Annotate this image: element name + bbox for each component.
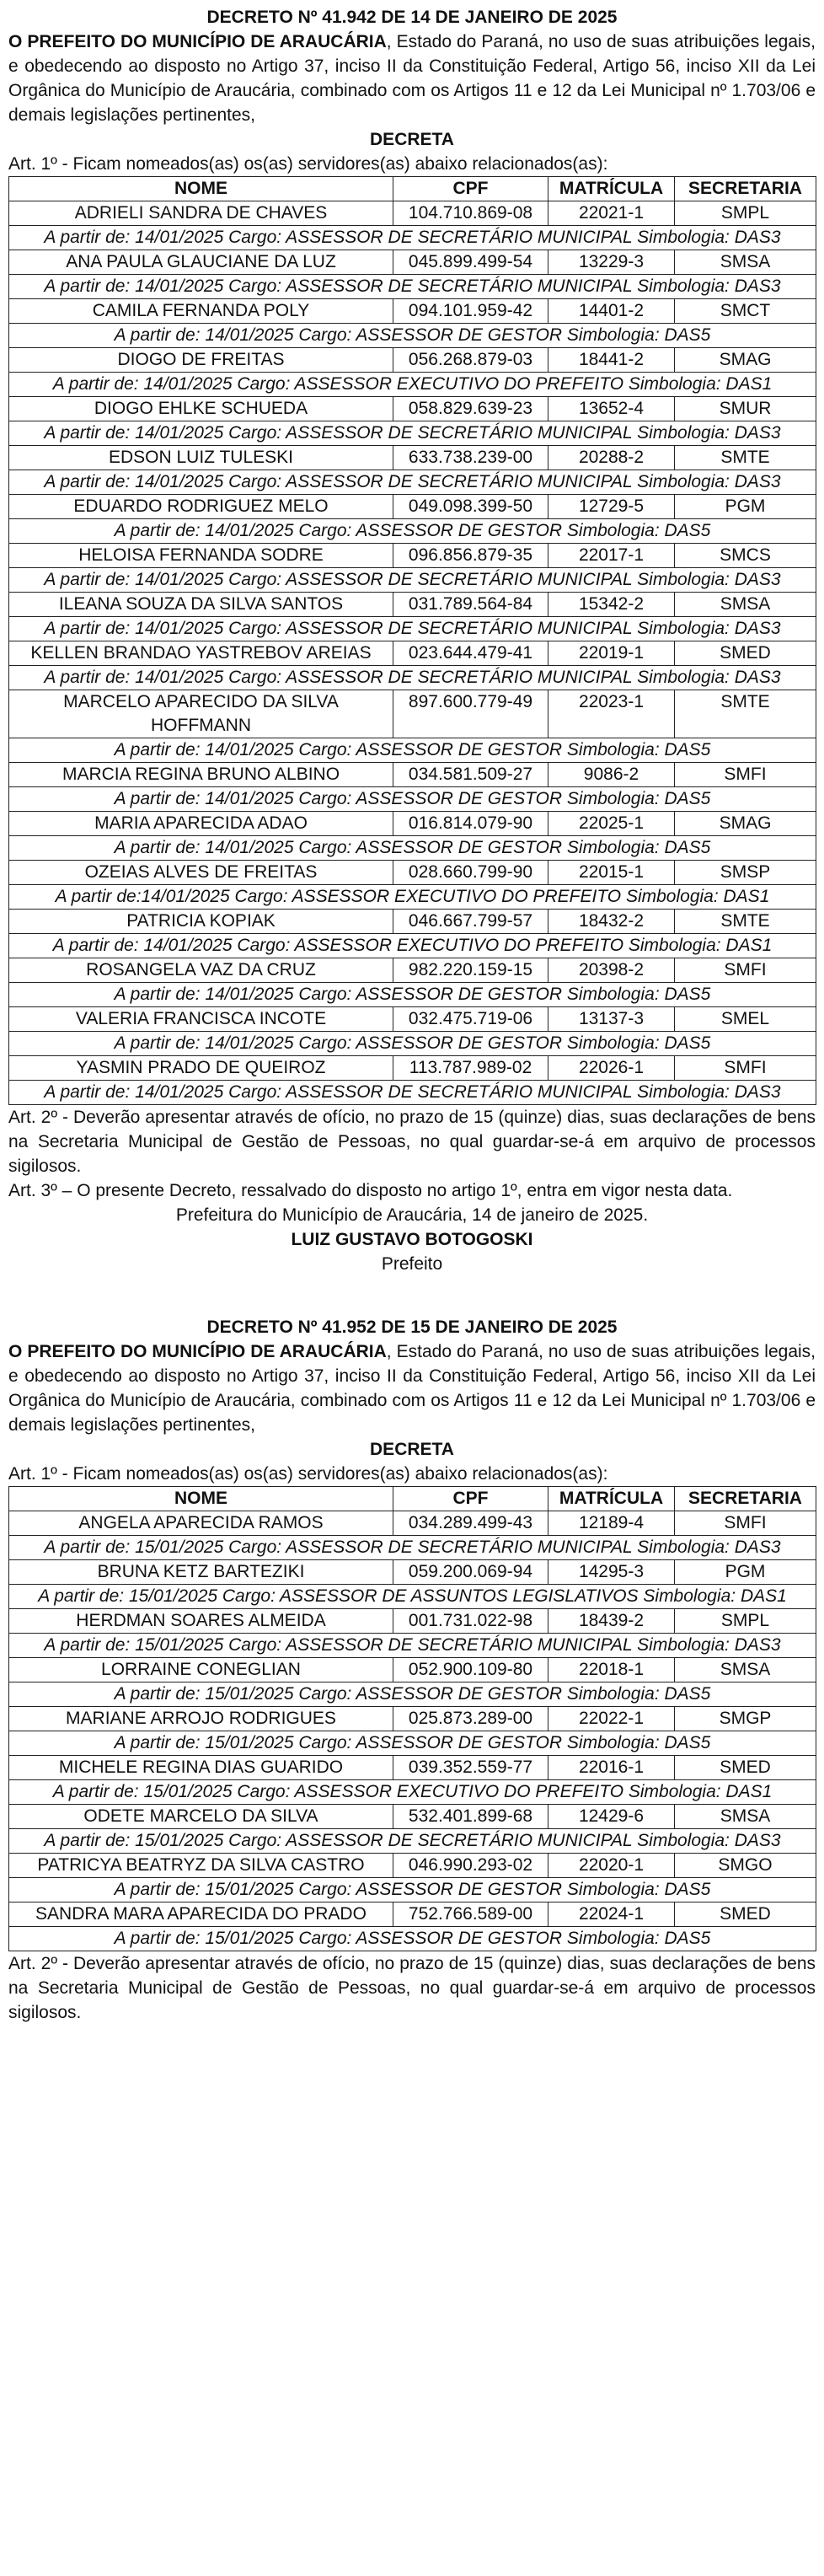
cell-cpf: 113.787.989-02	[393, 1056, 548, 1081]
cell-cpf: 034.581.509-27	[393, 763, 548, 787]
table-row-detail	[9, 1878, 816, 1902]
cell-matricula: 22023-1	[548, 690, 675, 738]
decreta-heading: DECRETA	[370, 130, 454, 149]
cell-nome: DIOGO EHLKE SCHUEDA	[9, 397, 393, 421]
cell-matricula: 22015-1	[548, 861, 675, 885]
table-row	[9, 1707, 816, 1731]
place-date: Prefeitura do Município de Araucária, 14 de janeiro de 2025.	[175, 1205, 649, 1225]
table-row	[9, 910, 816, 934]
appointees-table	[8, 176, 816, 1105]
cell-nome: HERDMAN SOARES ALMEIDA	[9, 1609, 393, 1634]
table-row	[9, 593, 816, 617]
table-row-detail	[9, 1829, 816, 1854]
table-row	[9, 1560, 816, 1585]
cell-secretaria: SMSA	[675, 1805, 816, 1829]
table-row-detail	[9, 226, 816, 250]
cell-matricula: 18432-2	[548, 910, 675, 934]
cell-secretaria: SMED	[675, 1902, 816, 1927]
cell-secretaria: SMEL	[675, 1007, 816, 1032]
preamble-authority: O PREFEITO DO MUNICÍPIO DE ARAUCÁRIA	[8, 1342, 387, 1361]
cell-cpf: 025.873.289-00	[393, 1707, 548, 1731]
cell-matricula: 13229-3	[548, 250, 675, 275]
decree-41942	[8, 5, 816, 1276]
decree-41952	[8, 1315, 816, 2025]
cell-secretaria: SMCT	[675, 299, 816, 324]
cell-matricula: 22018-1	[548, 1658, 675, 1682]
decree-preamble	[8, 1339, 816, 1437]
column-header-matricula: MATRÍCULA	[548, 177, 675, 201]
table-row	[9, 397, 816, 421]
cell-appointment-detail: A partir de: 14/01/2025 Cargo: ASSESSOR DE SECRETÁRIO MUNICIPAL Simbologia: DAS3	[9, 568, 816, 593]
table-row	[9, 348, 816, 373]
table-row-detail	[9, 1731, 816, 1756]
table-row-detail	[9, 1032, 816, 1056]
cell-nome: PATRICYA BEATRYZ DA SILVA CASTRO	[9, 1854, 393, 1878]
column-header-nome: NOME	[9, 1487, 393, 1511]
cell-cpf: 982.220.159-15	[393, 958, 548, 983]
table-row-detail	[9, 787, 816, 812]
table-row	[9, 812, 816, 836]
cell-matricula: 22016-1	[548, 1756, 675, 1780]
cell-appointment-detail: A partir de: 14/01/2025 Cargo: ASSESSOR DE GESTOR Simbologia: DAS5	[9, 519, 816, 544]
preamble-authority: O PREFEITO DO MUNICÍPIO DE ARAUCÁRIA	[8, 32, 387, 51]
cell-cpf: 897.600.779-49	[393, 690, 548, 738]
cell-cpf: 094.101.959-42	[393, 299, 548, 324]
decree-title: DECRETO Nº 41.942 DE 14 DE JANEIRO DE 2025	[206, 8, 618, 27]
column-header-matricula: MATRÍCULA	[548, 1487, 675, 1511]
cell-appointment-detail: A partir de: 14/01/2025 Cargo: ASSESSOR EXECUTIVO DO PREFEITO Simbologia: DAS1	[9, 934, 816, 958]
cell-secretaria: PGM	[675, 1560, 816, 1585]
table-row	[9, 958, 816, 983]
table-row-detail	[9, 568, 816, 593]
cell-appointment-detail: A partir de: 15/01/2025 Cargo: ASSESSOR DE GESTOR Simbologia: DAS5	[9, 1878, 816, 1902]
table-row-detail	[9, 617, 816, 641]
cell-appointment-detail: A partir de: 14/01/2025 Cargo: ASSESSOR DE SECRETÁRIO MUNICIPAL Simbologia: DAS3	[9, 617, 816, 641]
cell-matricula: 22026-1	[548, 1056, 675, 1081]
table-row	[9, 1756, 816, 1780]
cell-matricula: 22019-1	[548, 641, 675, 666]
cell-nome: CAMILA FERNANDA POLY	[9, 299, 393, 324]
preamble-text: , Estado do Paraná, no uso de suas atribuições legais, e obedecendo ao disposto no Artigo 37, inciso II da Constituição Federal, Artigo 56, inciso XII da Lei Orgânica do Município de Araucária, combinado com os Artigos 11 e 12 da Lei Municipal nº 1.703/06 e demais legislações pertinentes,	[8, 1342, 816, 1435]
cell-nome: MARIA APARECIDA ADAO	[9, 812, 393, 836]
cell-cpf: 039.352.559-77	[393, 1756, 548, 1780]
table-row-detail	[9, 836, 816, 861]
cell-nome: OZEIAS ALVES DE FREITAS	[9, 861, 393, 885]
table-row	[9, 690, 816, 738]
cell-cpf: 633.738.239-00	[393, 446, 548, 470]
cell-secretaria: SMGO	[675, 1854, 816, 1878]
decree-preamble	[8, 30, 816, 127]
table-row-detail	[9, 983, 816, 1007]
cell-secretaria: SMAG	[675, 812, 816, 836]
column-header-nome: NOME	[9, 177, 393, 201]
table-row-detail	[9, 885, 816, 910]
table-header-row	[9, 177, 816, 201]
cell-appointment-detail: A partir de: 14/01/2025 Cargo: ASSESSOR DE GESTOR Simbologia: DAS5	[9, 787, 816, 812]
cell-cpf: 104.710.869-08	[393, 201, 548, 226]
cell-nome: MARCIA REGINA BRUNO ALBINO	[9, 763, 393, 787]
cell-secretaria: SMED	[675, 641, 816, 666]
cell-appointment-detail: A partir de: 14/01/2025 Cargo: ASSESSOR DE GESTOR Simbologia: DAS5	[9, 1032, 816, 1056]
article-2: Art. 2º - Deverão apresentar através de ofício, no prazo de 15 (quinze) dias, suas declarações de bens na Secretaria Municipal de Gestão de Pessoas, no qual guardar-se-á em arquivo de processos sigilosos.	[8, 1954, 816, 2022]
cell-appointment-detail: A partir de: 14/01/2025 Cargo: ASSESSOR EXECUTIVO DO PREFEITO Simbologia: DAS1	[9, 373, 816, 397]
cell-cpf: 045.899.499-54	[393, 250, 548, 275]
table-row	[9, 201, 816, 226]
signer-role: Prefeito	[381, 1254, 443, 1274]
table-row-detail	[9, 1682, 816, 1707]
table-row-detail	[9, 1927, 816, 1951]
cell-appointment-detail: A partir de: 14/01/2025 Cargo: ASSESSOR DE GESTOR Simbologia: DAS5	[9, 836, 816, 861]
table-row	[9, 1056, 816, 1081]
table-row-detail	[9, 666, 816, 690]
decreta-heading: DECRETA	[370, 1440, 454, 1459]
cell-appointment-detail: A partir de: 14/01/2025 Cargo: ASSESSOR DE GESTOR Simbologia: DAS5	[9, 324, 816, 348]
cell-appointment-detail: A partir de: 14/01/2025 Cargo: ASSESSOR DE SECRETÁRIO MUNICIPAL Simbologia: DAS3	[9, 275, 816, 299]
cell-matricula: 15342-2	[548, 593, 675, 617]
column-header-secretaria: SECRETARIA	[675, 1487, 816, 1511]
cell-cpf: 059.200.069-94	[393, 1560, 548, 1585]
cell-matricula: 20288-2	[548, 446, 675, 470]
cell-cpf: 031.789.564-84	[393, 593, 548, 617]
cell-secretaria: SMCS	[675, 544, 816, 568]
decree-title: DECRETO Nº 41.952 DE 15 DE JANEIRO DE 2025	[206, 1318, 618, 1337]
cell-appointment-detail: A partir de: 15/01/2025 Cargo: ASSESSOR EXECUTIVO DO PREFEITO Simbologia: DAS1	[9, 1780, 816, 1805]
table-row-detail	[9, 1780, 816, 1805]
cell-secretaria: SMTE	[675, 910, 816, 934]
cell-cpf: 058.829.639-23	[393, 397, 548, 421]
table-row	[9, 495, 816, 519]
cell-cpf: 052.900.109-80	[393, 1658, 548, 1682]
table-body	[9, 1511, 816, 1951]
article-1: Art. 1º - Ficam nomeados(as) os(as) servidores(as) abaixo relacionados(as):	[8, 1464, 608, 1484]
cell-secretaria: SMSA	[675, 593, 816, 617]
cell-nome: HELOISA FERNANDA SODRE	[9, 544, 393, 568]
cell-appointment-detail: A partir de: 15/01/2025 Cargo: ASSESSOR DE GESTOR Simbologia: DAS5	[9, 1682, 816, 1707]
cell-cpf: 056.268.879-03	[393, 348, 548, 373]
cell-secretaria: SMFI	[675, 958, 816, 983]
cell-secretaria: PGM	[675, 495, 816, 519]
cell-cpf: 028.660.799-90	[393, 861, 548, 885]
table-row	[9, 1511, 816, 1536]
table-row	[9, 1007, 816, 1032]
cell-appointment-detail: A partir de: 14/01/2025 Cargo: ASSESSOR DE SECRETÁRIO MUNICIPAL Simbologia: DAS3	[9, 666, 816, 690]
cell-secretaria: SMTE	[675, 446, 816, 470]
cell-secretaria: SMSP	[675, 861, 816, 885]
cell-nome: ANA PAULA GLAUCIANE DA LUZ	[9, 250, 393, 275]
cell-cpf: 096.856.879-35	[393, 544, 548, 568]
cell-nome: DIOGO DE FREITAS	[9, 348, 393, 373]
cell-secretaria: SMSA	[675, 1658, 816, 1682]
cell-nome: EDUARDO RODRIGUEZ MELO	[9, 495, 393, 519]
cell-secretaria: SMPL	[675, 1609, 816, 1634]
cell-cpf: 046.667.799-57	[393, 910, 548, 934]
cell-matricula: 18441-2	[548, 348, 675, 373]
cell-secretaria: SMAG	[675, 348, 816, 373]
table-row-detail	[9, 373, 816, 397]
cell-matricula: 22020-1	[548, 1854, 675, 1878]
cell-matricula: 12429-6	[548, 1805, 675, 1829]
cell-nome: VALERIA FRANCISCA INCOTE	[9, 1007, 393, 1032]
cell-nome: BRUNA KETZ BARTEZIKI	[9, 1560, 393, 1585]
table-header-row	[9, 1487, 816, 1511]
cell-matricula: 9086-2	[548, 763, 675, 787]
cell-secretaria: SMPL	[675, 201, 816, 226]
cell-matricula: 13137-3	[548, 1007, 675, 1032]
cell-appointment-detail: A partir de: 15/01/2025 Cargo: ASSESSOR DE GESTOR Simbologia: DAS5	[9, 1927, 816, 1951]
table-row-detail	[9, 1081, 816, 1105]
cell-secretaria: SMSA	[675, 250, 816, 275]
cell-cpf: 016.814.079-90	[393, 812, 548, 836]
table-row-detail	[9, 519, 816, 544]
cell-nome: ILEANA SOUZA DA SILVA SANTOS	[9, 593, 393, 617]
table-row-detail	[9, 421, 816, 446]
cell-nome: KELLEN BRANDAO YASTREBOV AREIAS	[9, 641, 393, 666]
column-header-cpf: CPF	[393, 177, 548, 201]
cell-nome: ANGELA APARECIDA RAMOS	[9, 1511, 393, 1536]
column-header-cpf: CPF	[393, 1487, 548, 1511]
table-row	[9, 544, 816, 568]
cell-cpf: 049.098.399-50	[393, 495, 548, 519]
table-row	[9, 1609, 816, 1634]
table-row	[9, 446, 816, 470]
cell-matricula: 22021-1	[548, 201, 675, 226]
table-row	[9, 641, 816, 666]
cell-appointment-detail: A partir de: 15/01/2025 Cargo: ASSESSOR DE GESTOR Simbologia: DAS5	[9, 1731, 816, 1756]
table-row-detail	[9, 470, 816, 495]
table-body	[9, 201, 816, 1105]
cell-nome: ROSANGELA VAZ DA CRUZ	[9, 958, 393, 983]
table-row-detail	[9, 1536, 816, 1560]
cell-appointment-detail: A partir de: 15/01/2025 Cargo: ASSESSOR DE SECRETÁRIO MUNICIPAL Simbologia: DAS3	[9, 1536, 816, 1560]
cell-secretaria: SMFI	[675, 1056, 816, 1081]
cell-cpf: 023.644.479-41	[393, 641, 548, 666]
table-row	[9, 1854, 816, 1878]
cell-matricula: 22022-1	[548, 1707, 675, 1731]
cell-cpf: 752.766.589-00	[393, 1902, 548, 1927]
cell-secretaria: SMGP	[675, 1707, 816, 1731]
table-row-detail	[9, 738, 816, 763]
article-1: Art. 1º - Ficam nomeados(as) os(as) servidores(as) abaixo relacionados(as):	[8, 154, 608, 174]
cell-cpf: 046.990.293-02	[393, 1854, 548, 1878]
cell-matricula: 14401-2	[548, 299, 675, 324]
cell-nome: MICHELE REGINA DIAS GUARIDO	[9, 1756, 393, 1780]
cell-secretaria: SMTE	[675, 690, 816, 738]
cell-matricula: 13652-4	[548, 397, 675, 421]
cell-nome: EDSON LUIZ TULESKI	[9, 446, 393, 470]
table-row	[9, 763, 816, 787]
cell-matricula: 22025-1	[548, 812, 675, 836]
column-header-secretaria: SECRETARIA	[675, 177, 816, 201]
cell-nome: LORRAINE CONEGLIAN	[9, 1658, 393, 1682]
cell-nome: YASMIN PRADO DE QUEIROZ	[9, 1056, 393, 1081]
cell-cpf: 001.731.022-98	[393, 1609, 548, 1634]
signer-name: LUIZ GUSTAVO BOTOGOSKI	[291, 1230, 533, 1249]
table-row	[9, 861, 816, 885]
cell-cpf: 034.289.499-43	[393, 1511, 548, 1536]
cell-nome: PATRICIA KOPIAK	[9, 910, 393, 934]
table-row	[9, 1902, 816, 1927]
cell-nome: ODETE MARCELO DA SILVA	[9, 1805, 393, 1829]
cell-cpf: 032.475.719-06	[393, 1007, 548, 1032]
preamble-text: , Estado do Paraná, no uso de suas atribuições legais, e obedecendo ao disposto no Artigo 37, inciso II da Constituição Federal, Artigo 56, inciso XII da Lei Orgânica do Município de Araucária, combinado com os Artigos 11 e 12 da Lei Municipal nº 1.703/06 e demais legislações pertinentes,	[8, 32, 816, 125]
table-row-detail	[9, 1585, 816, 1609]
cell-appointment-detail: A partir de: 15/01/2025 Cargo: ASSESSOR DE ASSUNTOS LEGISLATIVOS Simbologia: DAS1	[9, 1585, 816, 1609]
table-row	[9, 1805, 816, 1829]
cell-secretaria: SMED	[675, 1756, 816, 1780]
article-3: Art. 3º – O presente Decreto, ressalvado do disposto no artigo 1º, entra em vigor nesta data.	[8, 1181, 733, 1200]
appointees-table	[8, 1486, 816, 1951]
cell-appointment-detail: A partir de: 14/01/2025 Cargo: ASSESSOR DE SECRETÁRIO MUNICIPAL Simbologia: DAS3	[9, 421, 816, 446]
cell-secretaria: SMUR	[675, 397, 816, 421]
cell-appointment-detail: A partir de: 14/01/2025 Cargo: ASSESSOR DE SECRETÁRIO MUNICIPAL Simbologia: DAS3	[9, 1081, 816, 1105]
cell-nome: ADRIELI SANDRA DE CHAVES	[9, 201, 393, 226]
cell-matricula: 18439-2	[548, 1609, 675, 1634]
cell-matricula: 12189-4	[548, 1511, 675, 1536]
cell-appointment-detail: A partir de:14/01/2025 Cargo: ASSESSOR EXECUTIVO DO PREFEITO Simbologia: DAS1	[9, 885, 816, 910]
cell-nome: MARCELO APARECIDO DA SILVA HOFFMANN	[9, 690, 393, 738]
table-row-detail	[9, 1634, 816, 1658]
cell-secretaria: SMFI	[675, 763, 816, 787]
cell-appointment-detail: A partir de: 15/01/2025 Cargo: ASSESSOR DE SECRETÁRIO MUNICIPAL Simbologia: DAS3	[9, 1634, 816, 1658]
cell-matricula: 22024-1	[548, 1902, 675, 1927]
cell-matricula: 14295-3	[548, 1560, 675, 1585]
cell-matricula: 12729-5	[548, 495, 675, 519]
table-row	[9, 299, 816, 324]
table-row	[9, 1658, 816, 1682]
cell-secretaria: SMFI	[675, 1511, 816, 1536]
cell-appointment-detail: A partir de: 14/01/2025 Cargo: ASSESSOR DE GESTOR Simbologia: DAS5	[9, 983, 816, 1007]
table-row-detail	[9, 934, 816, 958]
cell-appointment-detail: A partir de: 14/01/2025 Cargo: ASSESSOR DE GESTOR Simbologia: DAS5	[9, 738, 816, 763]
cell-nome: MARIANE ARROJO RODRIGUES	[9, 1707, 393, 1731]
cell-matricula: 22017-1	[548, 544, 675, 568]
cell-cpf: 532.401.899-68	[393, 1805, 548, 1829]
cell-appointment-detail: A partir de: 14/01/2025 Cargo: ASSESSOR DE SECRETÁRIO MUNICIPAL Simbologia: DAS3	[9, 470, 816, 495]
article-2: Art. 2º - Deverão apresentar através de ofício, no prazo de 15 (quinze) dias, suas declarações de bens na Secretaria Municipal de Gestão de Pessoas, no qual guardar-se-á em arquivo de processos sigilosos.	[8, 1108, 816, 1176]
table-row-detail	[9, 275, 816, 299]
table-row-detail	[9, 324, 816, 348]
cell-appointment-detail: A partir de: 15/01/2025 Cargo: ASSESSOR DE SECRETÁRIO MUNICIPAL Simbologia: DAS3	[9, 1829, 816, 1854]
table-row	[9, 250, 816, 275]
cell-matricula: 20398-2	[548, 958, 675, 983]
cell-appointment-detail: A partir de: 14/01/2025 Cargo: ASSESSOR DE SECRETÁRIO MUNICIPAL Simbologia: DAS3	[9, 226, 816, 250]
cell-nome: SANDRA MARA APARECIDA DO PRADO	[9, 1902, 393, 1927]
